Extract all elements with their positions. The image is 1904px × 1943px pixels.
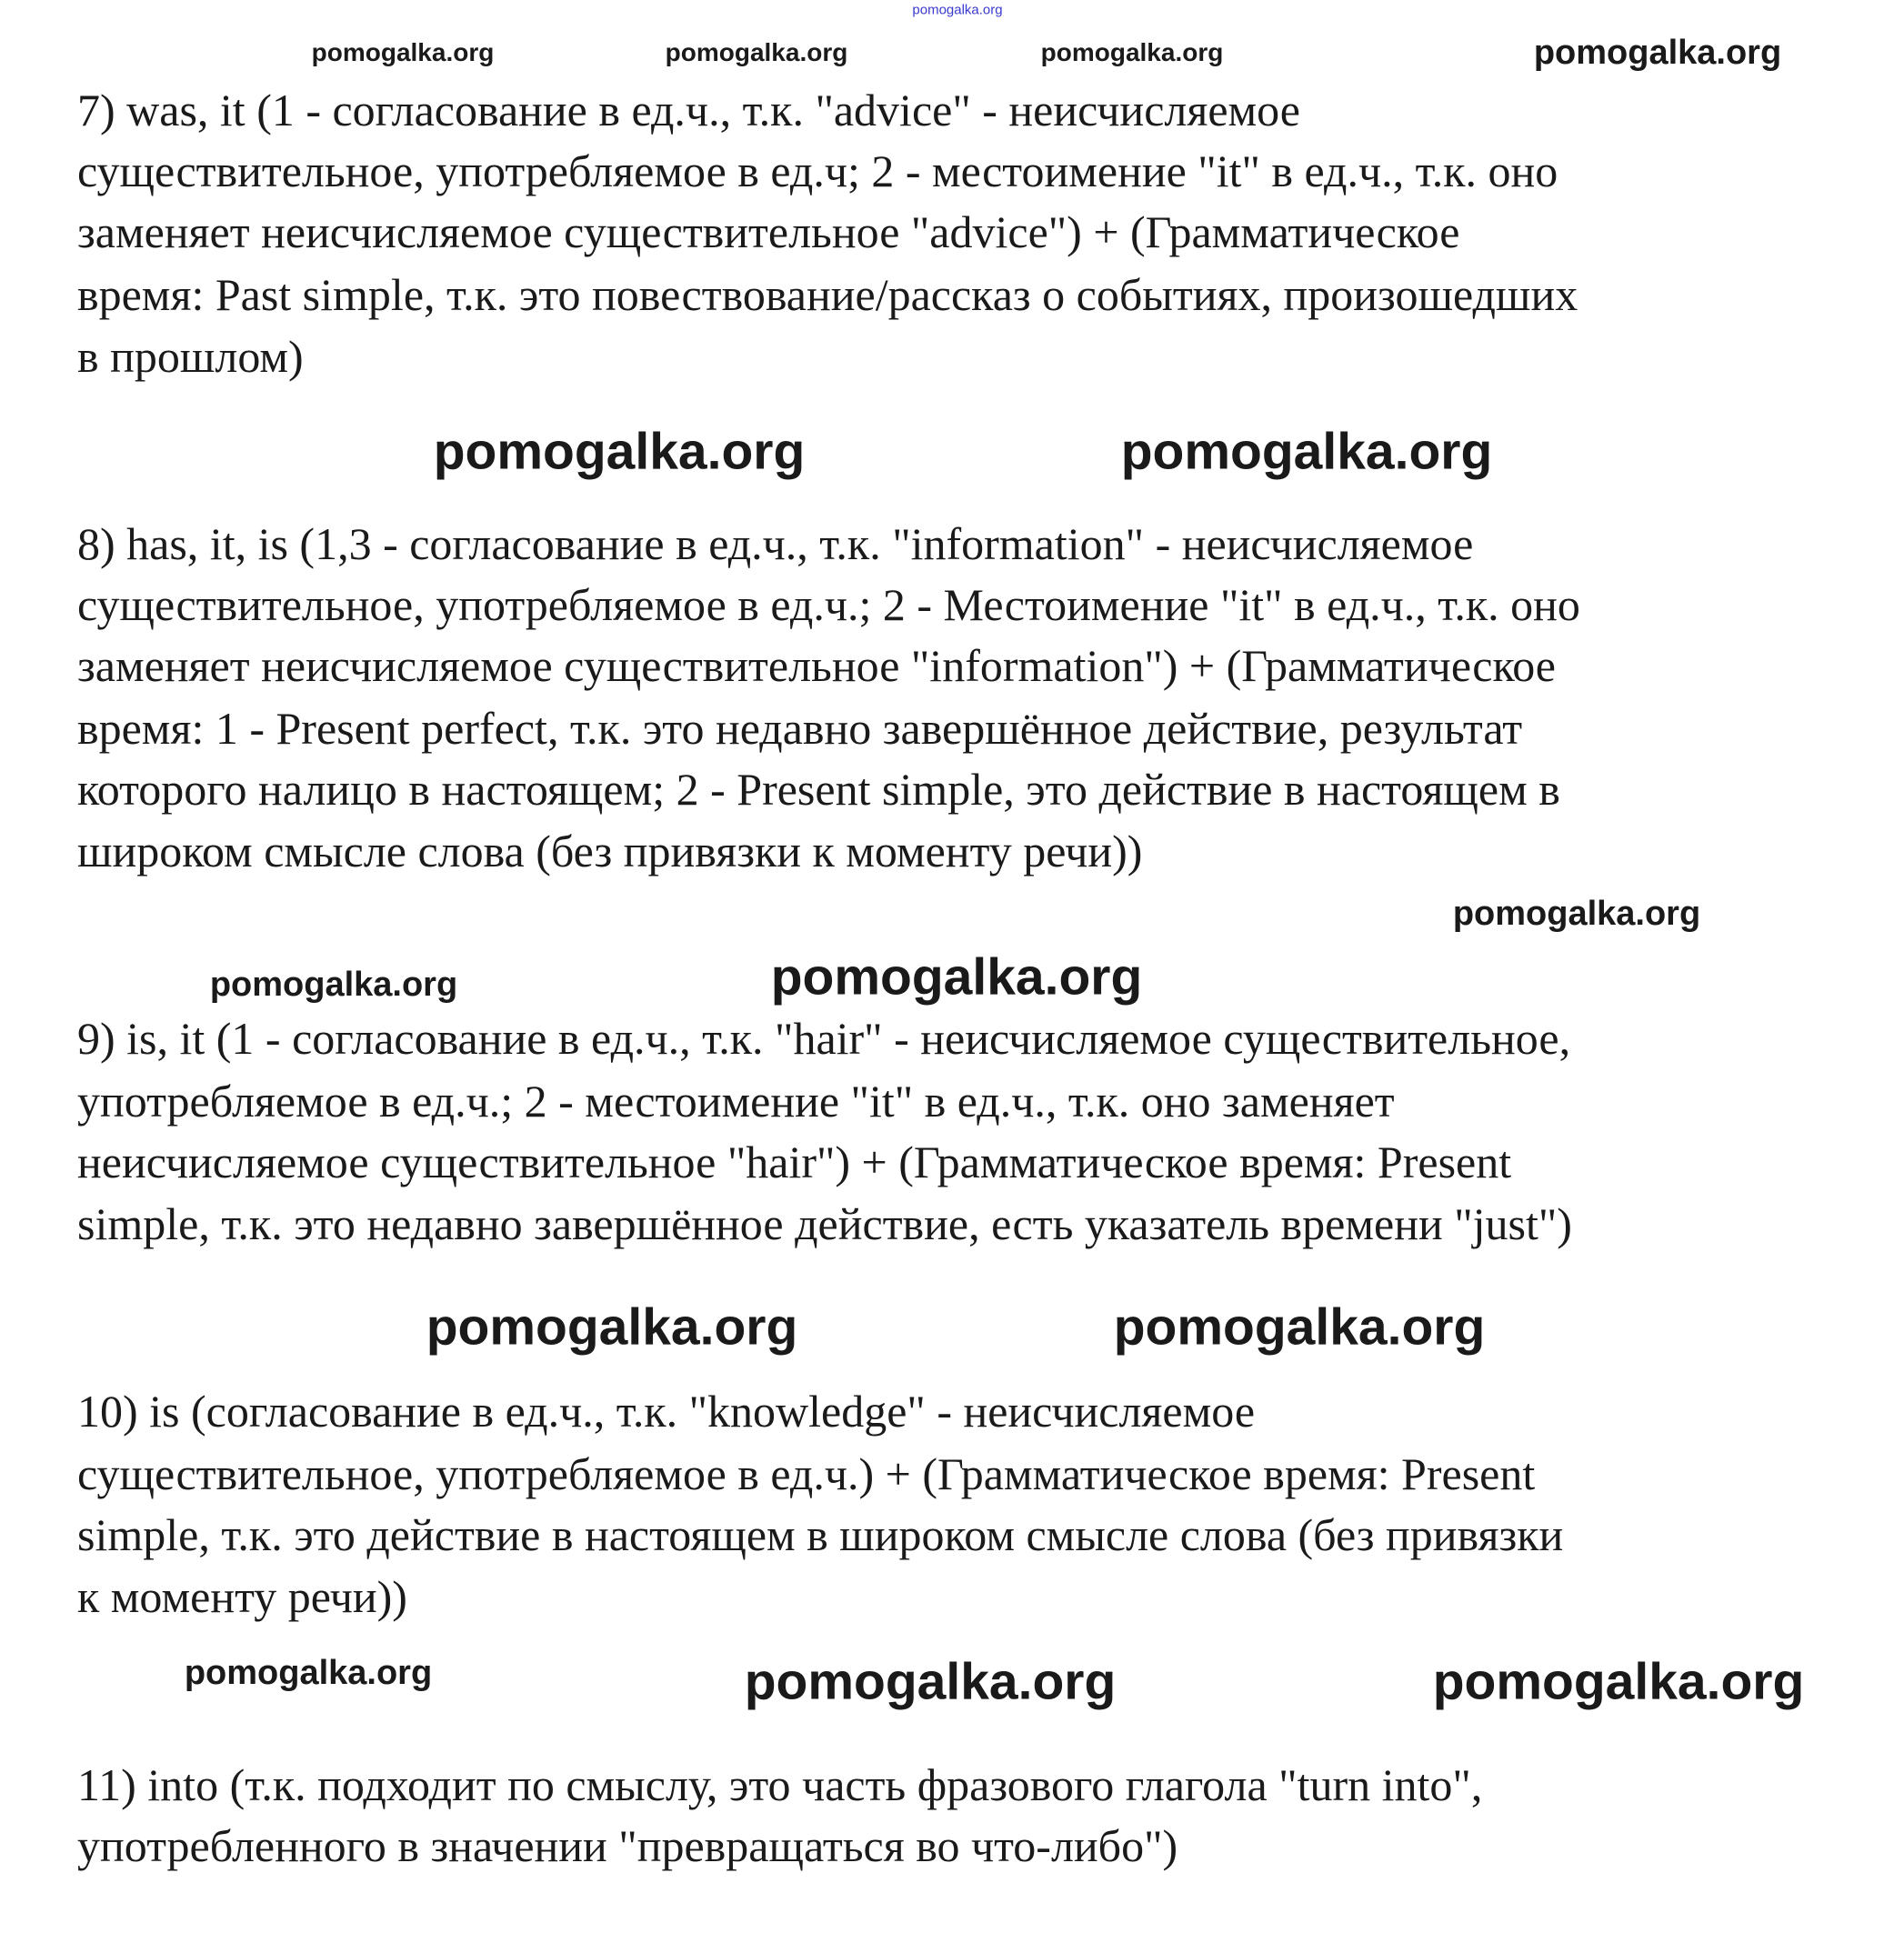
text-line: 9) is, it (1 - согласование в ед.ч., т.к. "hair" - неисчисляемое существительное, xyxy=(77,1013,1571,1064)
text-line: существительное, употребляемое в ед.ч.) + (Грамматическое время: Present xyxy=(77,1448,1536,1499)
watermark: pomogalka.org xyxy=(311,38,495,66)
watermark: pomogalka.org xyxy=(1113,1297,1486,1357)
text-line: 7) was, it (1 - согласование в ед.ч., т.к. "advice" - неисчисляемое xyxy=(77,85,1300,135)
text-line: simple, т.к. это недавно завершённое действие, есть указатель времени "just") xyxy=(77,1198,1572,1249)
text-line: время: Past simple, т.к. это повествование/рассказ о событиях, произошедших xyxy=(77,269,1578,320)
watermark: pomogalka.org xyxy=(770,947,1143,1007)
watermark-link[interactable]: pomogalka.org xyxy=(912,2,1003,18)
text-line: употребленного в значении "превращаться во что-либо") xyxy=(77,1820,1178,1871)
text-line: неисчисляемое существительное "hair") + (Грамматическое время: Present xyxy=(77,1137,1512,1187)
text-line: 10) is (согласование в ед.ч., т.к. "knowledge" - неисчисляемое xyxy=(77,1386,1256,1437)
text-line: заменяет неисчисляемое существительное "advice") + (Грамматическое xyxy=(77,206,1460,257)
watermark: pomogalka.org xyxy=(1452,895,1701,933)
text-line: simple, т.к. это действие в настоящем в широком смысле слова (без привязки xyxy=(77,1509,1564,1560)
text-line: существительное, употребляемое в ед.ч; 2 - местоимение "it" в ед.ч., т.к. оно xyxy=(77,145,1558,196)
watermark: pomogalka.org xyxy=(209,966,458,1004)
text-line: широком смысле слова (без привязки к моменту речи)) xyxy=(77,826,1143,876)
watermark: pomogalka.org xyxy=(433,422,806,481)
text-line: 11) into (т.к. подходит по смыслу, это часть фразового глагола "turn into", xyxy=(77,1759,1483,1810)
text-line: существительное, употребляемое в ед.ч.; 2 - Местоимение "it" в ед.ч., т.к. оно xyxy=(77,579,1580,630)
watermark: pomogalka.org xyxy=(426,1297,798,1357)
text-line: в прошлом) xyxy=(77,331,304,382)
watermark: pomogalka.org xyxy=(744,1652,1117,1711)
text-line: 8) has, it, is (1,3 - согласование в ед.ч., т.к. "information" - неисчисляемое xyxy=(77,518,1474,569)
text-line: к моменту речи)) xyxy=(77,1571,407,1622)
text-line: которого налицо в настоящем; 2 - Present simple, это действие в настоящем в xyxy=(77,764,1560,815)
text-line: заменяет неисчисляемое существительное "information") + (Грамматическое xyxy=(77,640,1557,691)
watermark: pomogalka.org xyxy=(1120,422,1493,481)
watermark: pomogalka.org xyxy=(665,38,848,66)
text-line: употребляемое в ед.ч.; 2 - местоимение "it" в ед.ч., т.к. оно заменяет xyxy=(77,1076,1395,1127)
watermark: pomogalka.org xyxy=(1040,38,1224,66)
watermark: pomogalka.org xyxy=(184,1654,433,1692)
text-line: время: 1 - Present perfect, т.к. это недавно завершённое действие, результат xyxy=(77,703,1523,754)
watermark: pomogalka.org xyxy=(1432,1652,1805,1711)
watermark: pomogalka.org xyxy=(1533,34,1782,72)
